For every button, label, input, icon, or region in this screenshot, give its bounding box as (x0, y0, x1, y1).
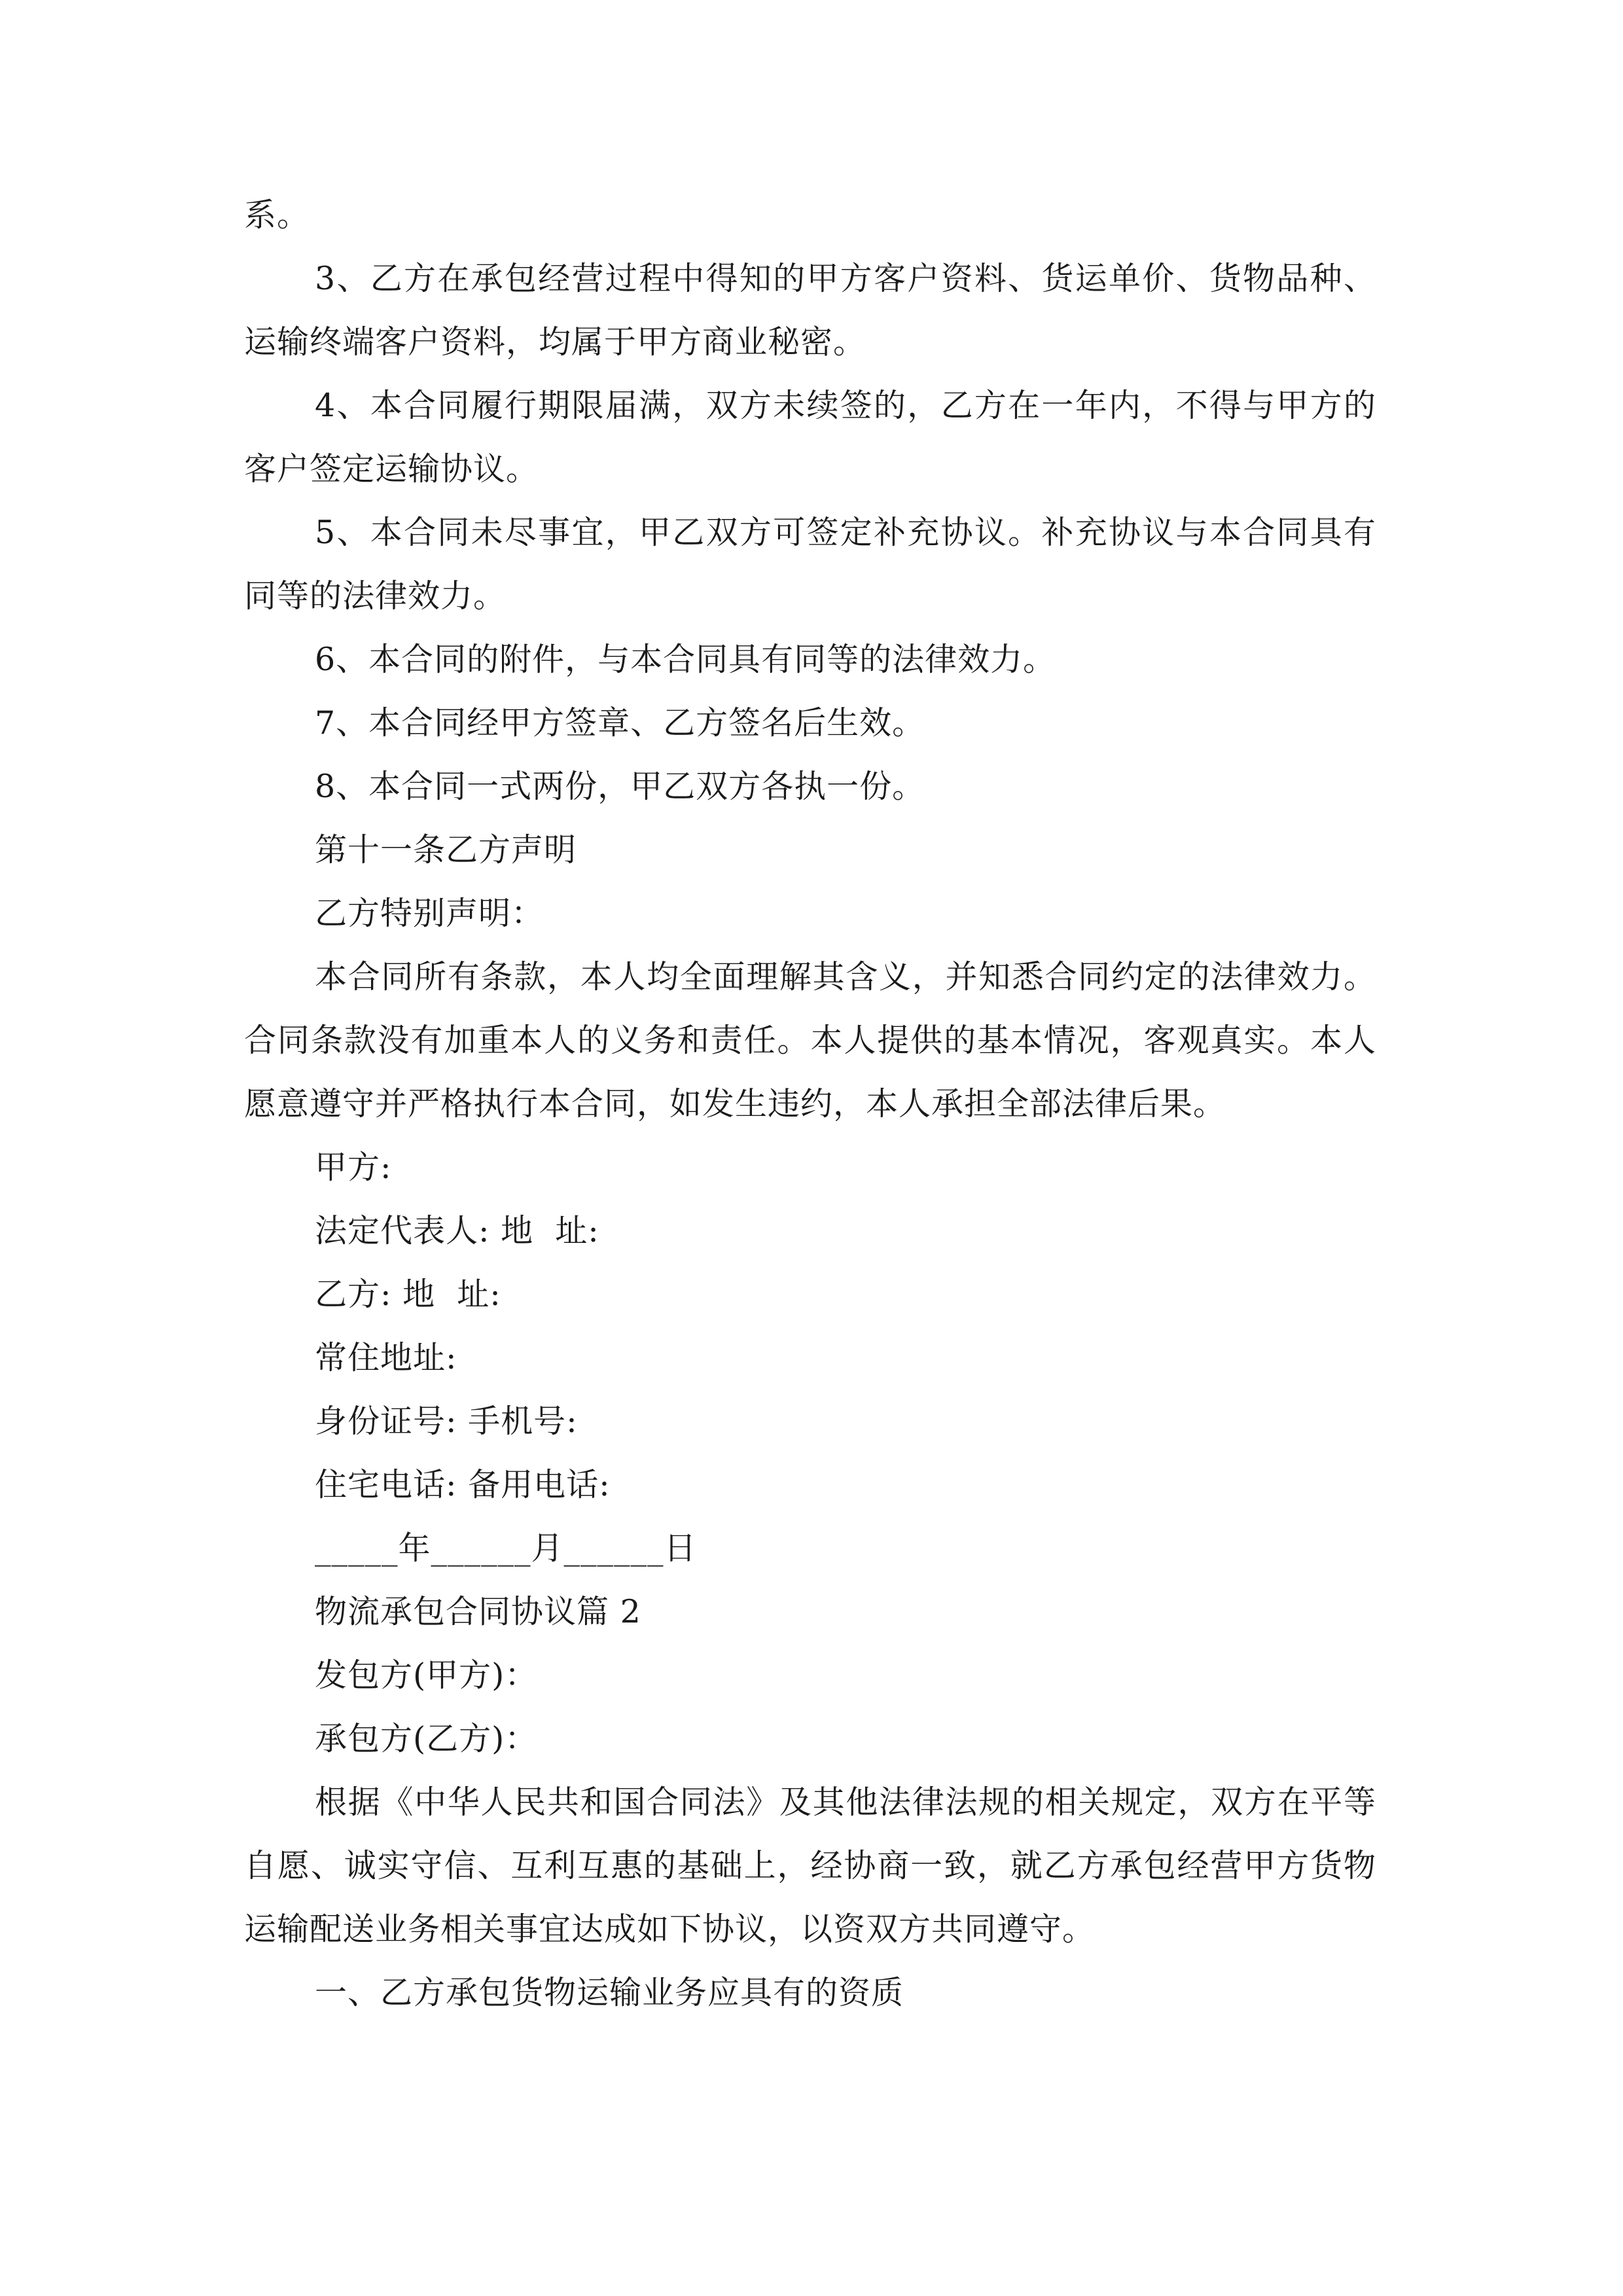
contracting-party-a: 发包方(甲方)： (315, 1657, 538, 1694)
party-b-address-field: 乙方: 地 址: (315, 1276, 501, 1313)
date-field: _____年______月______日 (315, 1530, 697, 1567)
declaration-body: 本合同所有条款，本人均全面理解其含义，并知悉合同约定的法律效力。合同条款没有加重本人的义务和责任。本人提供的基本情况，客观真实。本人愿意遵守并严格执行本合同，如发生违约，本人承担全部法律后果。 (244, 958, 1376, 1122)
contracting-party-b: 承包方(乙方)： (315, 1720, 538, 1757)
contract-2-title: 物流承包合同协议篇 2 (315, 1593, 641, 1630)
special-declaration-label: 乙方特别声明： (315, 895, 544, 932)
legal-representative-address-field: 法定代表人: 地 址: (315, 1212, 599, 1249)
article-11-heading: 第十一条乙方声明 (315, 831, 577, 869)
clause-3-trade-secrets: 3、乙方在承包经营过程中得知的甲方客户资料、货运单价、货物品种、运输终端客户资料，均属于甲方商业秘密。 (244, 260, 1376, 361)
clause-8-copies: 8、本合同一式两份，甲乙双方各执一份。 (315, 768, 925, 805)
clause-4-non-compete: 4、本合同履行期限届满，双方未续签的，乙方在一年内，不得与甲方的客户签定运输协议。 (244, 387, 1376, 488)
party-a-signature-field: 甲方: (315, 1149, 392, 1186)
clause-6-attachments: 6、本合同的附件，与本合同具有同等的法律效力。 (315, 641, 1056, 678)
permanent-address-field: 常住地址: (315, 1339, 457, 1376)
clause-7-effectiveness: 7、本合同经甲方签章、乙方签名后生效。 (315, 704, 925, 742)
paragraph-continuation: 系。 (244, 196, 310, 234)
preamble-paragraph: 根据《中华人民共和国合同法》及其他法律法规的相关规定，双方在平等自愿、诚实守信、互利互惠的基础上，经协商一致，就乙方承包经营甲方货物运输配送业务相关事宜达成如下协议，以资双方共同遵守。 (244, 1784, 1376, 1948)
id-number-phone-field: 身份证号: 手机号: (315, 1403, 578, 1440)
document-page (244, 183, 1376, 2024)
home-phone-backup-phone-field: 住宅电话: 备用电话: (315, 1466, 611, 1503)
clause-5-supplementary-agreement: 5、本合同未尽事宜，甲乙双方可签定补充协议。补充协议与本合同具有同等的法律效力。 (244, 514, 1376, 615)
section-1-heading: 一、乙方承包货物运输业务应具有的资质 (315, 1974, 904, 2011)
